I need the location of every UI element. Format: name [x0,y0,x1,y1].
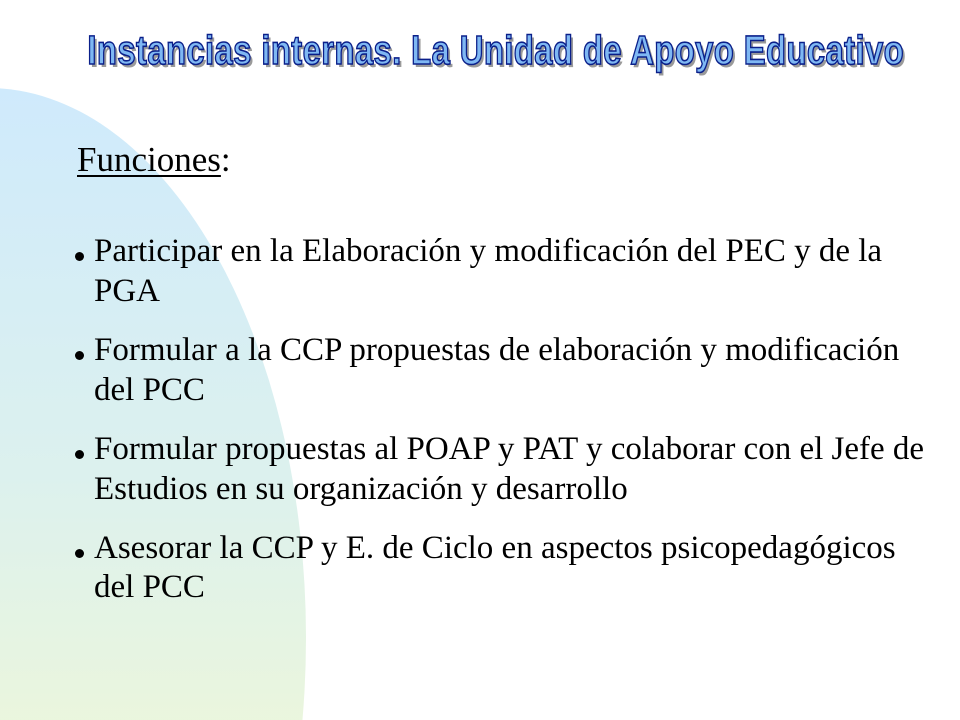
list-item [72,529,942,609]
heading-text: Funciones [77,140,221,179]
heading-colon: : [220,140,231,179]
slide-title: Instancias internas. La Unidad de Apoyo Educativo [87,27,905,73]
list-item-text: Asesorar la CCP y E. de Ciclo en aspectos psicopedagógicos del PCC [94,529,896,606]
list-item [72,331,942,411]
functions-list [72,232,942,627]
bullet-icon [75,351,84,360]
list-item [72,232,942,312]
list-item-text: Formular propuestas al POAP y PAT y colaborar con el Jefe de Estudios en su organización y desarrollo [94,430,925,507]
list-item-text: Participar en la Elaboración y modificación del PEC y de la PGA [94,233,883,309]
bullet-icon [75,450,84,459]
section-heading [77,142,231,177]
bullet-icon [75,252,84,261]
list-item [72,430,942,510]
bullet-icon [75,549,84,558]
list-item-text: Formular a la CCP propuestas de elaboración y modificación del PCC [94,331,900,408]
